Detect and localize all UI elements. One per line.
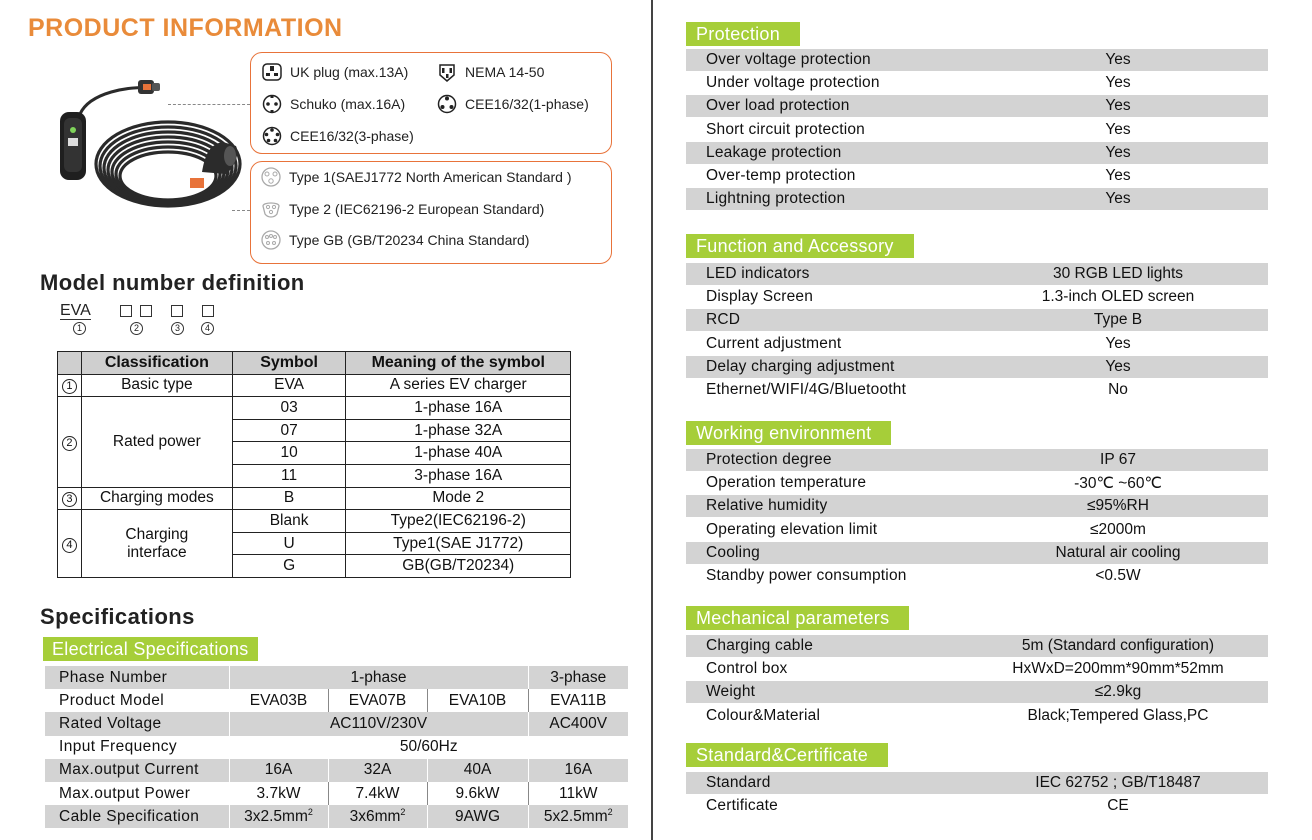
connector-type-label: Type 2 (IEC62196-2 European Standard)	[289, 201, 545, 217]
spec-row	[686, 519, 1268, 541]
spec-label: Over-temp protection	[706, 167, 856, 184]
spec-row	[686, 263, 1268, 285]
row-number: 1	[62, 379, 77, 394]
ev-charger-image	[40, 74, 250, 224]
spec-row	[686, 635, 1268, 657]
classification-cell: Basic type	[81, 374, 232, 397]
spec-label: Current adjustment	[706, 334, 842, 352]
spec-value: Yes	[1105, 51, 1131, 68]
spec-label: Input Frequency	[45, 736, 229, 759]
classification-line: Charging	[125, 525, 189, 543]
model-definition-heading: Model number definition	[40, 270, 305, 295]
dashed-leader-line	[168, 104, 250, 105]
spec-value: 3-phase	[528, 666, 628, 689]
model-definition-table	[57, 351, 571, 578]
spec-value: 32A	[328, 759, 427, 782]
code-slot	[120, 305, 132, 317]
meaning-cell: 1-phase 40A	[346, 442, 571, 465]
spec-value: -30℃ ~60℃	[1074, 474, 1162, 492]
standard-section-tag: Standard&Certificate	[686, 743, 888, 767]
spec-value: 16A	[229, 759, 328, 782]
classification-cell	[81, 510, 232, 578]
spec-value: HxWxD=200mm*90mm*52mm	[1012, 660, 1224, 678]
spec-row	[686, 72, 1268, 94]
cable-value: 3x6mm	[349, 808, 401, 826]
spec-row	[686, 188, 1268, 210]
connector-type-item	[260, 229, 529, 251]
plug-type-label: NEMA 14-50	[465, 64, 545, 80]
spec-row	[686, 49, 1268, 71]
table-row	[58, 374, 571, 397]
meaning-cell: GB(GB/T20234)	[346, 555, 571, 578]
column-divider	[651, 0, 653, 840]
spec-label: Cooling	[706, 543, 760, 561]
spec-row	[686, 681, 1268, 703]
uk-plug-icon	[261, 61, 283, 83]
superscript: 2	[307, 807, 313, 818]
spec-value: 40A	[427, 759, 528, 782]
spec-value: CE	[1107, 797, 1129, 815]
spec-row	[686, 142, 1268, 164]
spec-value: 30 RGB LED lights	[1052, 265, 1184, 282]
model-code-prefix: EVA	[60, 302, 91, 319]
meaning-cell: Mode 2	[346, 487, 571, 510]
symbol-cell: 10	[232, 442, 346, 465]
schuko-plug-icon	[261, 93, 283, 115]
meaning-cell: Type1(SAE J1772)	[346, 532, 571, 555]
spec-value: 1.3-inch OLED screen	[1041, 288, 1195, 306]
meaning-cell: A series EV charger	[346, 374, 571, 397]
spec-label: Control box	[706, 660, 788, 678]
table-row	[58, 510, 571, 533]
spec-label: Under voltage protection	[706, 74, 880, 92]
spec-label: Ethernet/WIFI/4G/Bluetootht	[706, 381, 907, 398]
spec-label: Charging cable	[706, 637, 814, 654]
plug-type-item	[261, 61, 408, 83]
column-header: Classification	[81, 352, 232, 375]
table-row	[45, 759, 628, 782]
spec-value: Yes	[1105, 74, 1131, 92]
plug-type-label: CEE16/32(1-phase)	[465, 96, 589, 112]
classification-cell: Charging modes	[81, 487, 232, 510]
spec-value: EVA11B	[550, 691, 607, 709]
symbol-cell: B	[232, 487, 346, 510]
cable-value: 3x2.5mm	[244, 808, 308, 826]
spec-value: Natural air cooling	[1055, 543, 1181, 561]
table-row	[58, 487, 571, 510]
symbol-cell: 11	[232, 464, 346, 487]
spec-value	[528, 805, 628, 828]
spec-value: Yes	[1105, 167, 1131, 184]
spec-value: Yes	[1105, 120, 1131, 138]
superscript: 2	[400, 807, 406, 818]
spec-label: Display Screen	[706, 288, 814, 306]
spec-label: Lightning protection	[706, 190, 846, 208]
spec-value: 50/60Hz	[399, 738, 458, 756]
position-number: 1	[73, 322, 86, 335]
spec-label: Product Model	[45, 689, 229, 712]
spec-row	[686, 333, 1268, 355]
table-row	[45, 736, 628, 759]
classification-cell: Rated power	[81, 397, 232, 487]
classification-line: interface	[127, 543, 187, 561]
spec-label: Relative humidity	[706, 497, 828, 515]
spec-value: ≤2000m	[1090, 520, 1146, 538]
spec-label: Leakage protection	[706, 143, 842, 161]
spec-value: 9.6kW	[427, 782, 528, 805]
function-section-tag: Function and Accessory	[686, 234, 914, 258]
spec-row	[686, 472, 1268, 494]
table-header-row	[58, 352, 571, 375]
row-number: 3	[62, 492, 77, 507]
spec-label: Standby power consumption	[706, 567, 907, 584]
meaning-cell: 1-phase 32A	[346, 419, 571, 442]
plug-type-item	[436, 93, 589, 115]
spec-value: Type B	[1093, 311, 1143, 329]
spec-label: Colour&Material	[706, 706, 821, 724]
spec-value: ≤2.9kg	[1094, 683, 1142, 701]
column-header: Meaning of the symbol	[346, 352, 571, 375]
spec-value: IP 67	[1100, 451, 1136, 468]
spec-value: Yes	[1105, 97, 1131, 115]
symbol-cell: U	[232, 532, 346, 555]
electrical-spec-table	[45, 666, 628, 828]
spec-row	[686, 449, 1268, 471]
spec-value: 1-phase	[229, 666, 528, 689]
cee-1phase-plug-icon	[436, 93, 458, 115]
table-row	[45, 689, 628, 712]
code-slot	[171, 305, 183, 317]
type2-connector-icon	[260, 198, 282, 220]
plug-type-label: CEE16/32(3-phase)	[290, 128, 414, 144]
spec-value: 7.4kW	[328, 782, 427, 805]
spec-row	[686, 356, 1268, 378]
spec-value: IEC 62752 ; GB/T18487	[1035, 774, 1201, 791]
spec-value: EVA03B	[229, 689, 328, 712]
spec-value: Yes	[1105, 190, 1131, 208]
spec-row	[686, 658, 1268, 680]
spec-row	[686, 95, 1268, 117]
spec-value: <0.5W	[1095, 567, 1141, 584]
symbol-cell: 07	[232, 419, 346, 442]
electrical-spec-tag: Electrical Specifications	[43, 637, 258, 661]
spec-value: Yes	[1105, 143, 1131, 161]
spec-row	[686, 119, 1268, 141]
connector-type-item	[260, 166, 571, 188]
spec-row	[686, 379, 1268, 401]
spec-value: 16A	[528, 759, 628, 782]
spec-label: Over load protection	[706, 97, 850, 115]
mechanical-section-tag: Mechanical parameters	[686, 606, 909, 630]
meaning-cell: Type2(IEC62196-2)	[346, 510, 571, 533]
table-row	[58, 397, 571, 420]
nema-plug-icon	[436, 61, 458, 83]
connector-type-item	[260, 198, 544, 220]
typegb-connector-icon	[260, 229, 282, 251]
dashed-leader-line	[232, 210, 250, 211]
spec-value: EVA10B	[427, 689, 528, 712]
symbol-cell: EVA	[232, 374, 346, 397]
spec-value: ≤95%RH	[1087, 497, 1149, 515]
spec-label: Standard	[706, 774, 771, 791]
symbol-cell: Blank	[232, 510, 346, 533]
spec-label: Over voltage protection	[706, 51, 871, 68]
code-slot	[202, 305, 214, 317]
spec-row	[686, 795, 1268, 817]
connector-types-panel	[250, 161, 612, 264]
plug-type-label: Schuko (max.16A)	[290, 96, 406, 112]
spec-row	[686, 565, 1268, 587]
meaning-cell: 3-phase 16A	[346, 464, 571, 487]
spec-label: Certificate	[706, 797, 778, 815]
table-row	[45, 712, 628, 735]
type1-connector-icon	[260, 166, 282, 188]
spec-label: Phase Number	[45, 666, 229, 689]
spec-label: RCD	[706, 311, 741, 329]
spec-label: Protection degree	[706, 451, 832, 468]
plug-type-label: UK plug (max.13A)	[290, 64, 409, 80]
spec-label: Operation temperature	[706, 474, 867, 492]
spec-value: EVA07B	[328, 689, 427, 712]
spec-label: Max.output Current	[45, 759, 229, 782]
row-number: 2	[62, 436, 77, 451]
cee-3phase-plug-icon	[261, 125, 283, 147]
spec-label: Short circuit protection	[706, 120, 866, 138]
spec-value	[229, 805, 328, 828]
spec-value: Black;Tempered Glass,PC	[1027, 706, 1209, 724]
table-row	[45, 666, 628, 689]
spec-row	[686, 286, 1268, 308]
position-number: 3	[171, 322, 184, 335]
spec-value	[328, 805, 427, 828]
symbol-cell: 03	[232, 397, 346, 420]
spec-row	[686, 705, 1268, 727]
spec-value: 3.7kW	[229, 782, 328, 805]
page-title: PRODUCT INFORMATION	[28, 14, 343, 42]
spec-label: Rated Voltage	[45, 712, 229, 735]
spec-row	[686, 309, 1268, 331]
spec-value: Yes	[1105, 357, 1131, 375]
plug-types-panel	[250, 52, 612, 154]
spec-value: Yes	[1105, 334, 1131, 352]
spec-value: AC110V/230V	[229, 712, 528, 735]
table-row	[45, 782, 628, 805]
spec-label: Max.output Power	[45, 782, 229, 805]
code-slot	[140, 305, 152, 317]
spec-label: Operating elevation limit	[706, 520, 878, 538]
spec-row	[686, 495, 1268, 517]
connector-type-label: Type GB (GB/T20234 China Standard)	[289, 232, 530, 248]
plug-type-item	[261, 125, 414, 147]
spec-value: No	[1108, 381, 1128, 398]
superscript: 2	[607, 807, 613, 818]
cable-value: 5x2.5mm	[543, 808, 608, 826]
spec-value: AC400V	[528, 712, 628, 735]
specifications-heading: Specifications	[40, 604, 195, 629]
spec-value: 5m (Standard configuration)	[1021, 637, 1215, 654]
spec-label: Cable Specification	[45, 805, 229, 828]
spec-label: Weight	[706, 683, 756, 701]
spec-value: 11kW	[559, 784, 598, 802]
row-number: 4	[62, 538, 77, 553]
spec-value: 9AWG	[427, 805, 528, 828]
meaning-cell: 1-phase 16A	[346, 397, 571, 420]
position-number: 4	[201, 322, 214, 335]
plug-type-item	[436, 61, 544, 83]
spec-row	[686, 542, 1268, 564]
symbol-cell: G	[232, 555, 346, 578]
position-number: 2	[130, 322, 143, 335]
protection-section-tag: Protection	[686, 22, 800, 46]
table-row	[45, 805, 628, 828]
spec-label: Delay charging adjustment	[706, 357, 895, 375]
spec-label: LED indicators	[706, 265, 810, 282]
spec-row	[686, 772, 1268, 794]
plug-type-item	[261, 93, 405, 115]
spec-row	[686, 165, 1268, 187]
connector-type-label: Type 1(SAEJ1772 North American Standard )	[289, 169, 572, 185]
environment-section-tag: Working environment	[686, 421, 891, 445]
column-header: Symbol	[232, 352, 346, 375]
